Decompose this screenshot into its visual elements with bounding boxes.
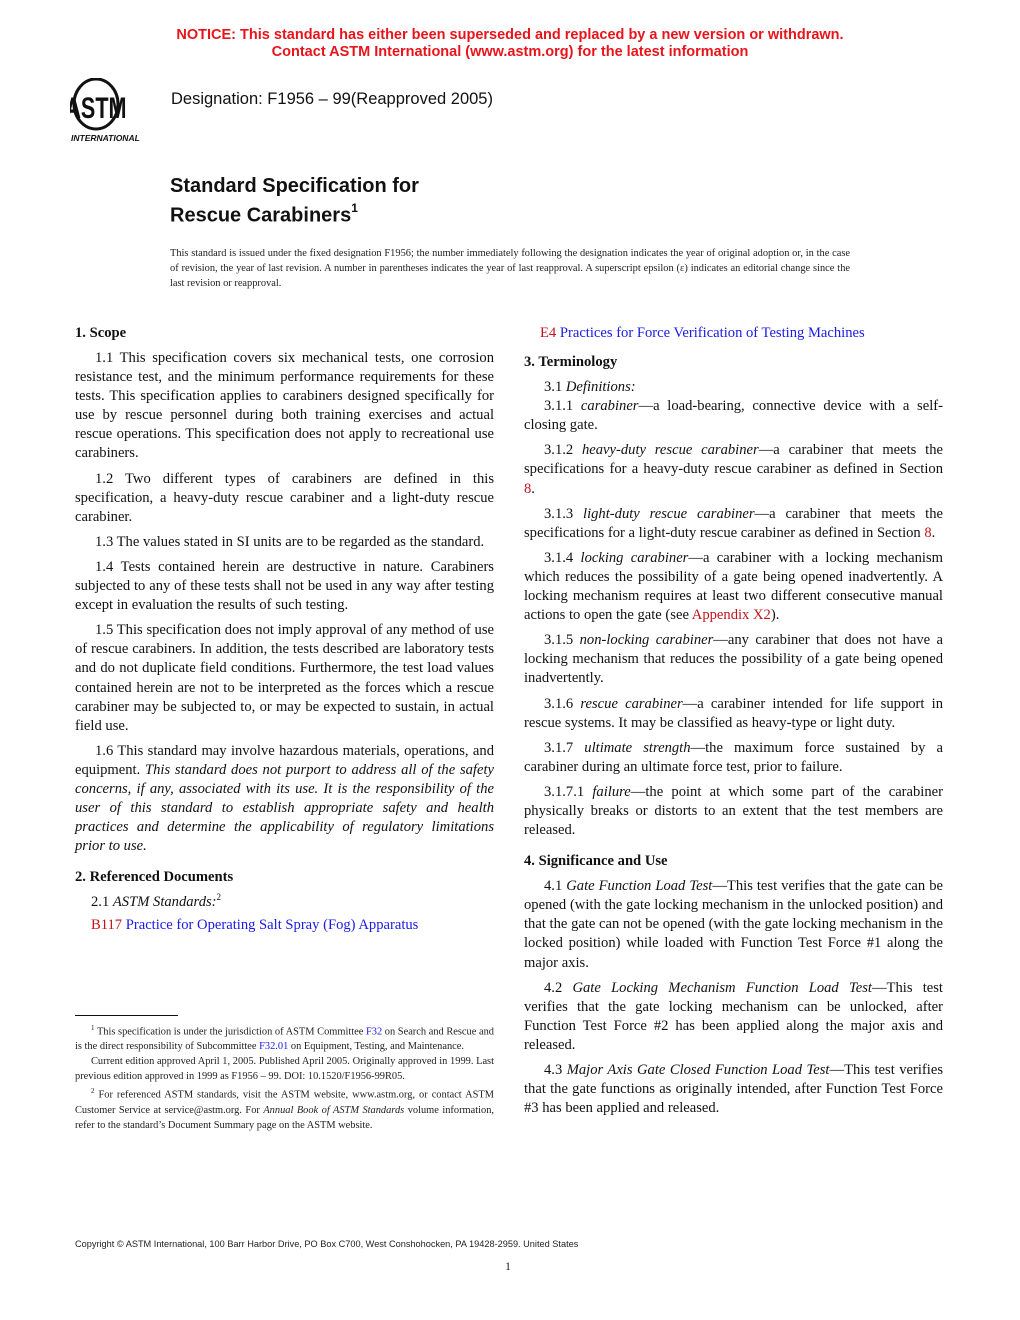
- paragraph-1-1: 1.1 This specification covers six mechanical tests, one corrosion resistance test, and the minimum performance requirements for these tests. This specification applies to carabiners designed specifically for use by rescue personnel during both training exercises and actual rescue operations. This specification does not apply to recreational use carabiners.: [75, 350, 494, 462]
- footnote-text: on Equipment, Testing, and Maintenance.: [288, 1041, 464, 1053]
- footnote-1-edition: Current edition approved April 1, 2005. Published April 2005. Originally approved in 1999. Last previous edition approved in 1999 as F1956 – 99. DOI: 10.1520/F1956-99R05.: [75, 1056, 494, 1083]
- svg-text:ASTM: ASTM: [70, 90, 127, 125]
- definition-number: 3.1.3: [544, 505, 584, 522]
- test-name: Gate Function Load Test: [566, 878, 713, 895]
- definition-text: —any carabiner that does not have a locking mechanism that reduces the possibility of a gate being opened inadvertently.: [524, 632, 943, 687]
- definition-number: 3.1.5: [544, 632, 580, 649]
- title-footnote-mark[interactable]: 1: [351, 201, 358, 215]
- section-heading-significance: 4. Significance and Use: [524, 853, 668, 870]
- definition-term: rescue carabiner: [580, 695, 683, 712]
- reference-b117[interactable]: [75, 916, 494, 935]
- definition-term: locking carabiner: [580, 549, 689, 566]
- reference-title-link[interactable]: Practice for Operating Salt Spray (Fog) Apparatus: [125, 917, 419, 934]
- paragraph-1-6-text: 1.6 This standard may involve hazardous materials, operations, and equipment.: [75, 742, 494, 778]
- definition-term: ultimate strength: [584, 739, 691, 756]
- paragraph-1-3: 1.3 The values stated in SI units are to be regarded as the standard.: [95, 533, 485, 550]
- definition-number: 3.1.1: [544, 398, 581, 415]
- paragraph-number: 4.3: [544, 1062, 567, 1078]
- footnotes: [75, 1021, 494, 1133]
- paragraph-4-1: [524, 877, 943, 972]
- definition-text: —a carabiner with a locking mechanism which reduces the possibility of a gate being opened inadvertently. A locking mechanism requires at least two different consecutive manual actions to open the gate (see: [524, 549, 943, 624]
- paragraph-number: 3.1: [544, 379, 566, 396]
- definition-term: heavy-duty rescue carabiner: [581, 442, 759, 459]
- left-column: [75, 324, 494, 940]
- definition-term: non-locking carabiner: [579, 632, 714, 649]
- definition-text: ).: [770, 607, 780, 624]
- astm-logo: [70, 78, 162, 144]
- section-heading-scope: 1. Scope: [75, 325, 127, 341]
- section-heading-referenced: 2. Referenced Documents: [75, 869, 234, 886]
- test-name: Major Axis Gate Closed Function Load Test: [566, 1062, 830, 1078]
- committee-f32-link[interactable]: F32: [365, 1026, 383, 1038]
- section-8-link[interactable]: 8: [924, 524, 932, 541]
- subcommittee-f32-01-link[interactable]: F32.01: [259, 1041, 289, 1053]
- footnote-text: For referenced ASTM standards, visit the ASTM website, www.astm.org, or contact ASTM Customer Service at service@astm.org. For: [75, 1089, 494, 1116]
- footnote-text: This specification is under the jurisdiction of ASTM Committee: [94, 1026, 366, 1038]
- definition-number: 3.1.2: [544, 442, 582, 459]
- paragraph-text: —This test verifies that the gate can be opened (with the gate locking mechanism in the unlocked position) and that the gate can not be opened (with the gate locking mechanism in the locked position) while loaded with Function Test Force #1 along the major axis.: [524, 878, 943, 971]
- definition-text: —a carabiner that meets the specifications for a light-duty rescue carabiner as defined in Section: [524, 505, 943, 541]
- page-number: 1: [505, 1259, 511, 1273]
- definition-3-1-4: [524, 549, 943, 625]
- withdrawn-notice: [0, 27, 1020, 61]
- definition-3-1-2: [524, 441, 943, 498]
- paragraph-3-1: [524, 378, 943, 397]
- astm-standards-label: ASTM Standards:: [112, 894, 217, 911]
- definition-3-1-7-1: [524, 783, 943, 840]
- definition-text: —a load-bearing, connective device with a self-closing gate.: [524, 398, 943, 434]
- paragraph-4-3: [524, 1061, 943, 1118]
- astm-logo-icon: [70, 78, 162, 144]
- definition-number: 3.1.6: [544, 695, 581, 712]
- document-title: [170, 174, 419, 228]
- paragraph-number: 4.1: [544, 878, 567, 895]
- definition-number: 3.1.4: [544, 549, 581, 566]
- paragraph-4-2: [524, 979, 943, 1055]
- definition-term: failure: [592, 783, 631, 800]
- svg-text:INTERNATIONAL: INTERNATIONAL: [71, 133, 140, 143]
- definition-term: carabiner: [580, 398, 639, 415]
- definition-3-1-6: [524, 695, 943, 733]
- footnote-1-mark: 1: [91, 1024, 95, 1032]
- paragraph-1-2: 1.2 Two different types of carabiners are defined in this specification, a heavy-duty rescue carabiner and a light-duty rescue carabiner.: [75, 470, 494, 525]
- definition-number: 3.1.7.1: [544, 783, 593, 800]
- reference-code-link[interactable]: B117: [91, 917, 123, 934]
- definition-text: .: [931, 524, 936, 541]
- paragraph-number: 4.2: [544, 979, 573, 996]
- footnote-1: [75, 1021, 494, 1054]
- designation: Designation: F1956 – 99(Reapproved 2005): [171, 90, 493, 108]
- reference-title-link[interactable]: Practices for Force Verification of Testing Machines: [559, 325, 865, 341]
- definition-text: —the maximum force sustained by a carabiner during an ultimate force test, prior to failure.: [524, 739, 943, 775]
- notice-line-2: Contact ASTM International (www.astm.org) for the latest information: [271, 44, 749, 60]
- copyright-notice: Copyright © ASTM International, 100 Barr Harbor Drive, PO Box C700, West Conshohocken, PA 19428-2959. United States: [75, 1239, 579, 1249]
- footnote-2: [75, 1084, 494, 1132]
- paragraph-1-5: 1.5 This specification does not imply approval of any method of use of rescue carabiners. In addition, the tests described are laboratory tests and do not duplicate field conditions. Furthermore, the test load values contained herein are not to be interpreted as the forces which a rescue carabiner may be subjected to, or may be expected to sustain, in actual field use.: [75, 622, 494, 734]
- footnote-text: volume information, refer to the standard’s Document Summary page on the ASTM website.: [75, 1104, 494, 1131]
- appendix-x2-link[interactable]: Appendix X2: [691, 607, 771, 624]
- paragraph-number: 2.1: [91, 894, 113, 911]
- reference-code-link[interactable]: E4: [540, 325, 557, 341]
- section-heading-terminology: 3. Terminology: [524, 354, 618, 371]
- paragraph-1-4: 1.4 Tests contained herein are destructive in nature. Carabiners subjected to any of these tests shall not be used in any way after testing except in evaluation the results of such testing.: [75, 558, 494, 614]
- title-line-1: Standard Specification for: [170, 175, 419, 197]
- footnote-2-mark: 2: [91, 1087, 95, 1096]
- reference-e4[interactable]: [524, 324, 943, 343]
- definition-3-1-7: [524, 739, 943, 777]
- paragraph-2-1: [75, 893, 494, 912]
- definition-number: 3.1.7: [544, 739, 585, 756]
- test-name: Gate Locking Mechanism Function Load Test: [572, 979, 872, 996]
- definition-text: .: [531, 480, 535, 497]
- paragraph-text: —This test verifies that the gate functions as originally intended, after Function Test Force #3 has been applied and released.: [524, 1062, 943, 1117]
- title-line-2: [170, 198, 419, 228]
- section-8-link[interactable]: 8: [524, 480, 532, 497]
- footnote-text: on Search and Rescue and is the direct responsibility of Subcommittee: [75, 1026, 494, 1053]
- paragraph-text: —This test verifies that the gate locking mechanism can be unlocked, after Function Test Force #2 has been applied along the major axis and released.: [524, 979, 943, 1053]
- definition-3-1-3: [524, 505, 943, 543]
- definition-text: —a carabiner intended for life support in rescue systems. It may be classified as heavy-type or light duty.: [524, 695, 943, 731]
- definition-text: —a carabiner that meets the specifications for a heavy-duty rescue carabiner as defined in Section: [524, 442, 943, 478]
- preamble: This standard is issued under the fixed designation F1956; the number immediately following the designation indicates the year of original adoption or, in the case of revision, the year of last revision. A number in parentheses indicates the year of last reapproval. A superscript epsilon (ε) indicates an editorial change since the last revision or reapproval.: [170, 248, 850, 289]
- definition-3-1-1: [524, 397, 943, 435]
- definition-3-1-5: [524, 631, 943, 688]
- paragraph-1-6: [75, 742, 494, 857]
- footnote-mark-2[interactable]: 2: [216, 892, 222, 903]
- definition-term: light-duty rescue carabiner: [583, 505, 755, 522]
- notice-line-1: NOTICE: This standard has either been superseded and replaced by a new version or withdrawn.: [176, 27, 844, 43]
- footnote-divider: [75, 1015, 178, 1016]
- safety-caveat: This standard does not purport to address all of the safety concerns, if any, associated with its use. It is the responsibility of the user of this standard to establish appropriate safety and health practices and determine the applicability of regulatory limitations prior to use.: [75, 761, 494, 855]
- definition-text: —the point at which some part of the carabiner physically breaks or distorts to an extent that the test members are released.: [524, 783, 943, 839]
- annual-book-title: Annual Book of ASTM Standards: [263, 1104, 405, 1116]
- definitions-label: Definitions:: [565, 379, 636, 396]
- right-column: [524, 324, 943, 1124]
- title-text: Rescue Carabiners: [170, 204, 352, 227]
